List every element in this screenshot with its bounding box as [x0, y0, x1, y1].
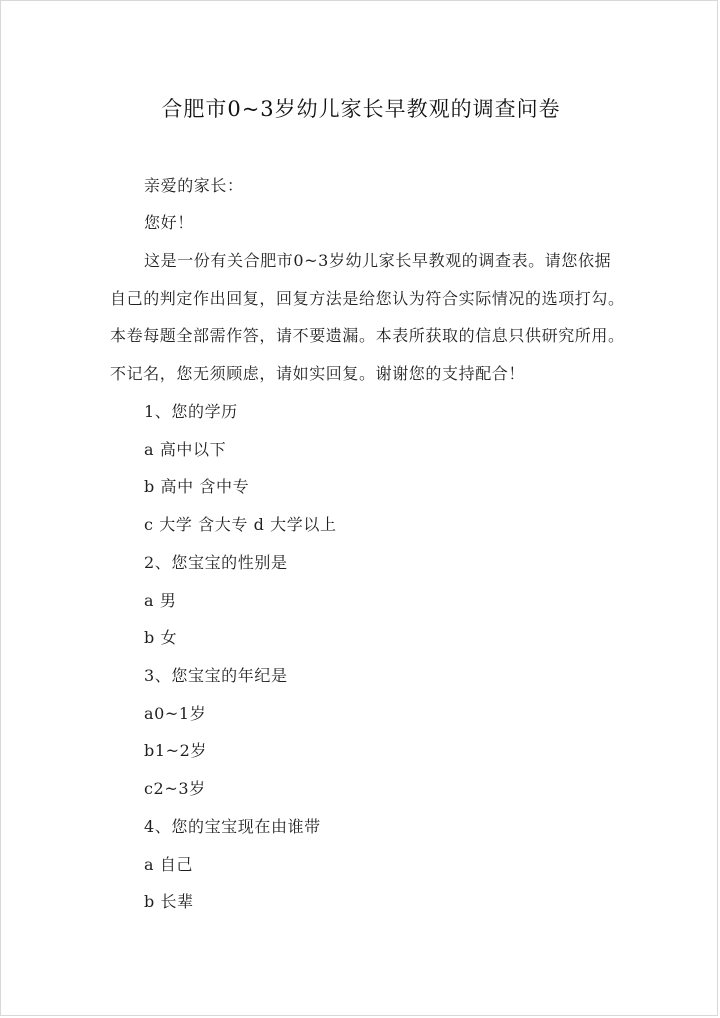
intro-line-1: 这是一份有关合肥市0~3岁幼儿家长早教观的调查表。请您依据 [144, 251, 612, 270]
q3-option-c: c2~3岁 [144, 779, 206, 798]
q1-option-b: b 高中 含中专 [144, 477, 250, 496]
question-1: 1、您的学历 [144, 402, 238, 421]
q4-option-b: b 长辈 [144, 892, 194, 911]
intro-line-2: 自己的判定作出回复，回复方法是给您认为符合实际情况的选项打勾。 [110, 289, 625, 308]
q2-option-a: a 男 [144, 591, 177, 610]
document-title: 合肥市0~3岁幼儿家长早教观的调查问卷 [161, 97, 561, 121]
q3-option-b: b1~2岁 [144, 741, 208, 760]
hello-line: 您好！ [144, 213, 194, 232]
intro-line-4: 不记名，您无须顾虑，请如实回复。谢谢您的支持配合！ [110, 364, 526, 383]
q4-option-a: a 自己 [144, 855, 194, 874]
q1-option-a: a 高中以下 [144, 440, 227, 459]
greeting: 亲爱的家长： [144, 176, 244, 195]
intro-line-3: 本卷每题全部需作答，请不要遗漏。本表所获取的信息只供研究所用。 [110, 326, 625, 345]
q1-option-cd: c 大学 含大专 d 大学以上 [144, 515, 337, 534]
q3-option-a: a0~1岁 [144, 704, 207, 723]
question-2: 2、您宝宝的性别是 [144, 553, 288, 572]
question-3: 3、您宝宝的年纪是 [144, 666, 288, 685]
question-4: 4、您的宝宝现在由谁带 [144, 817, 321, 836]
q2-option-b: b 女 [144, 628, 178, 647]
